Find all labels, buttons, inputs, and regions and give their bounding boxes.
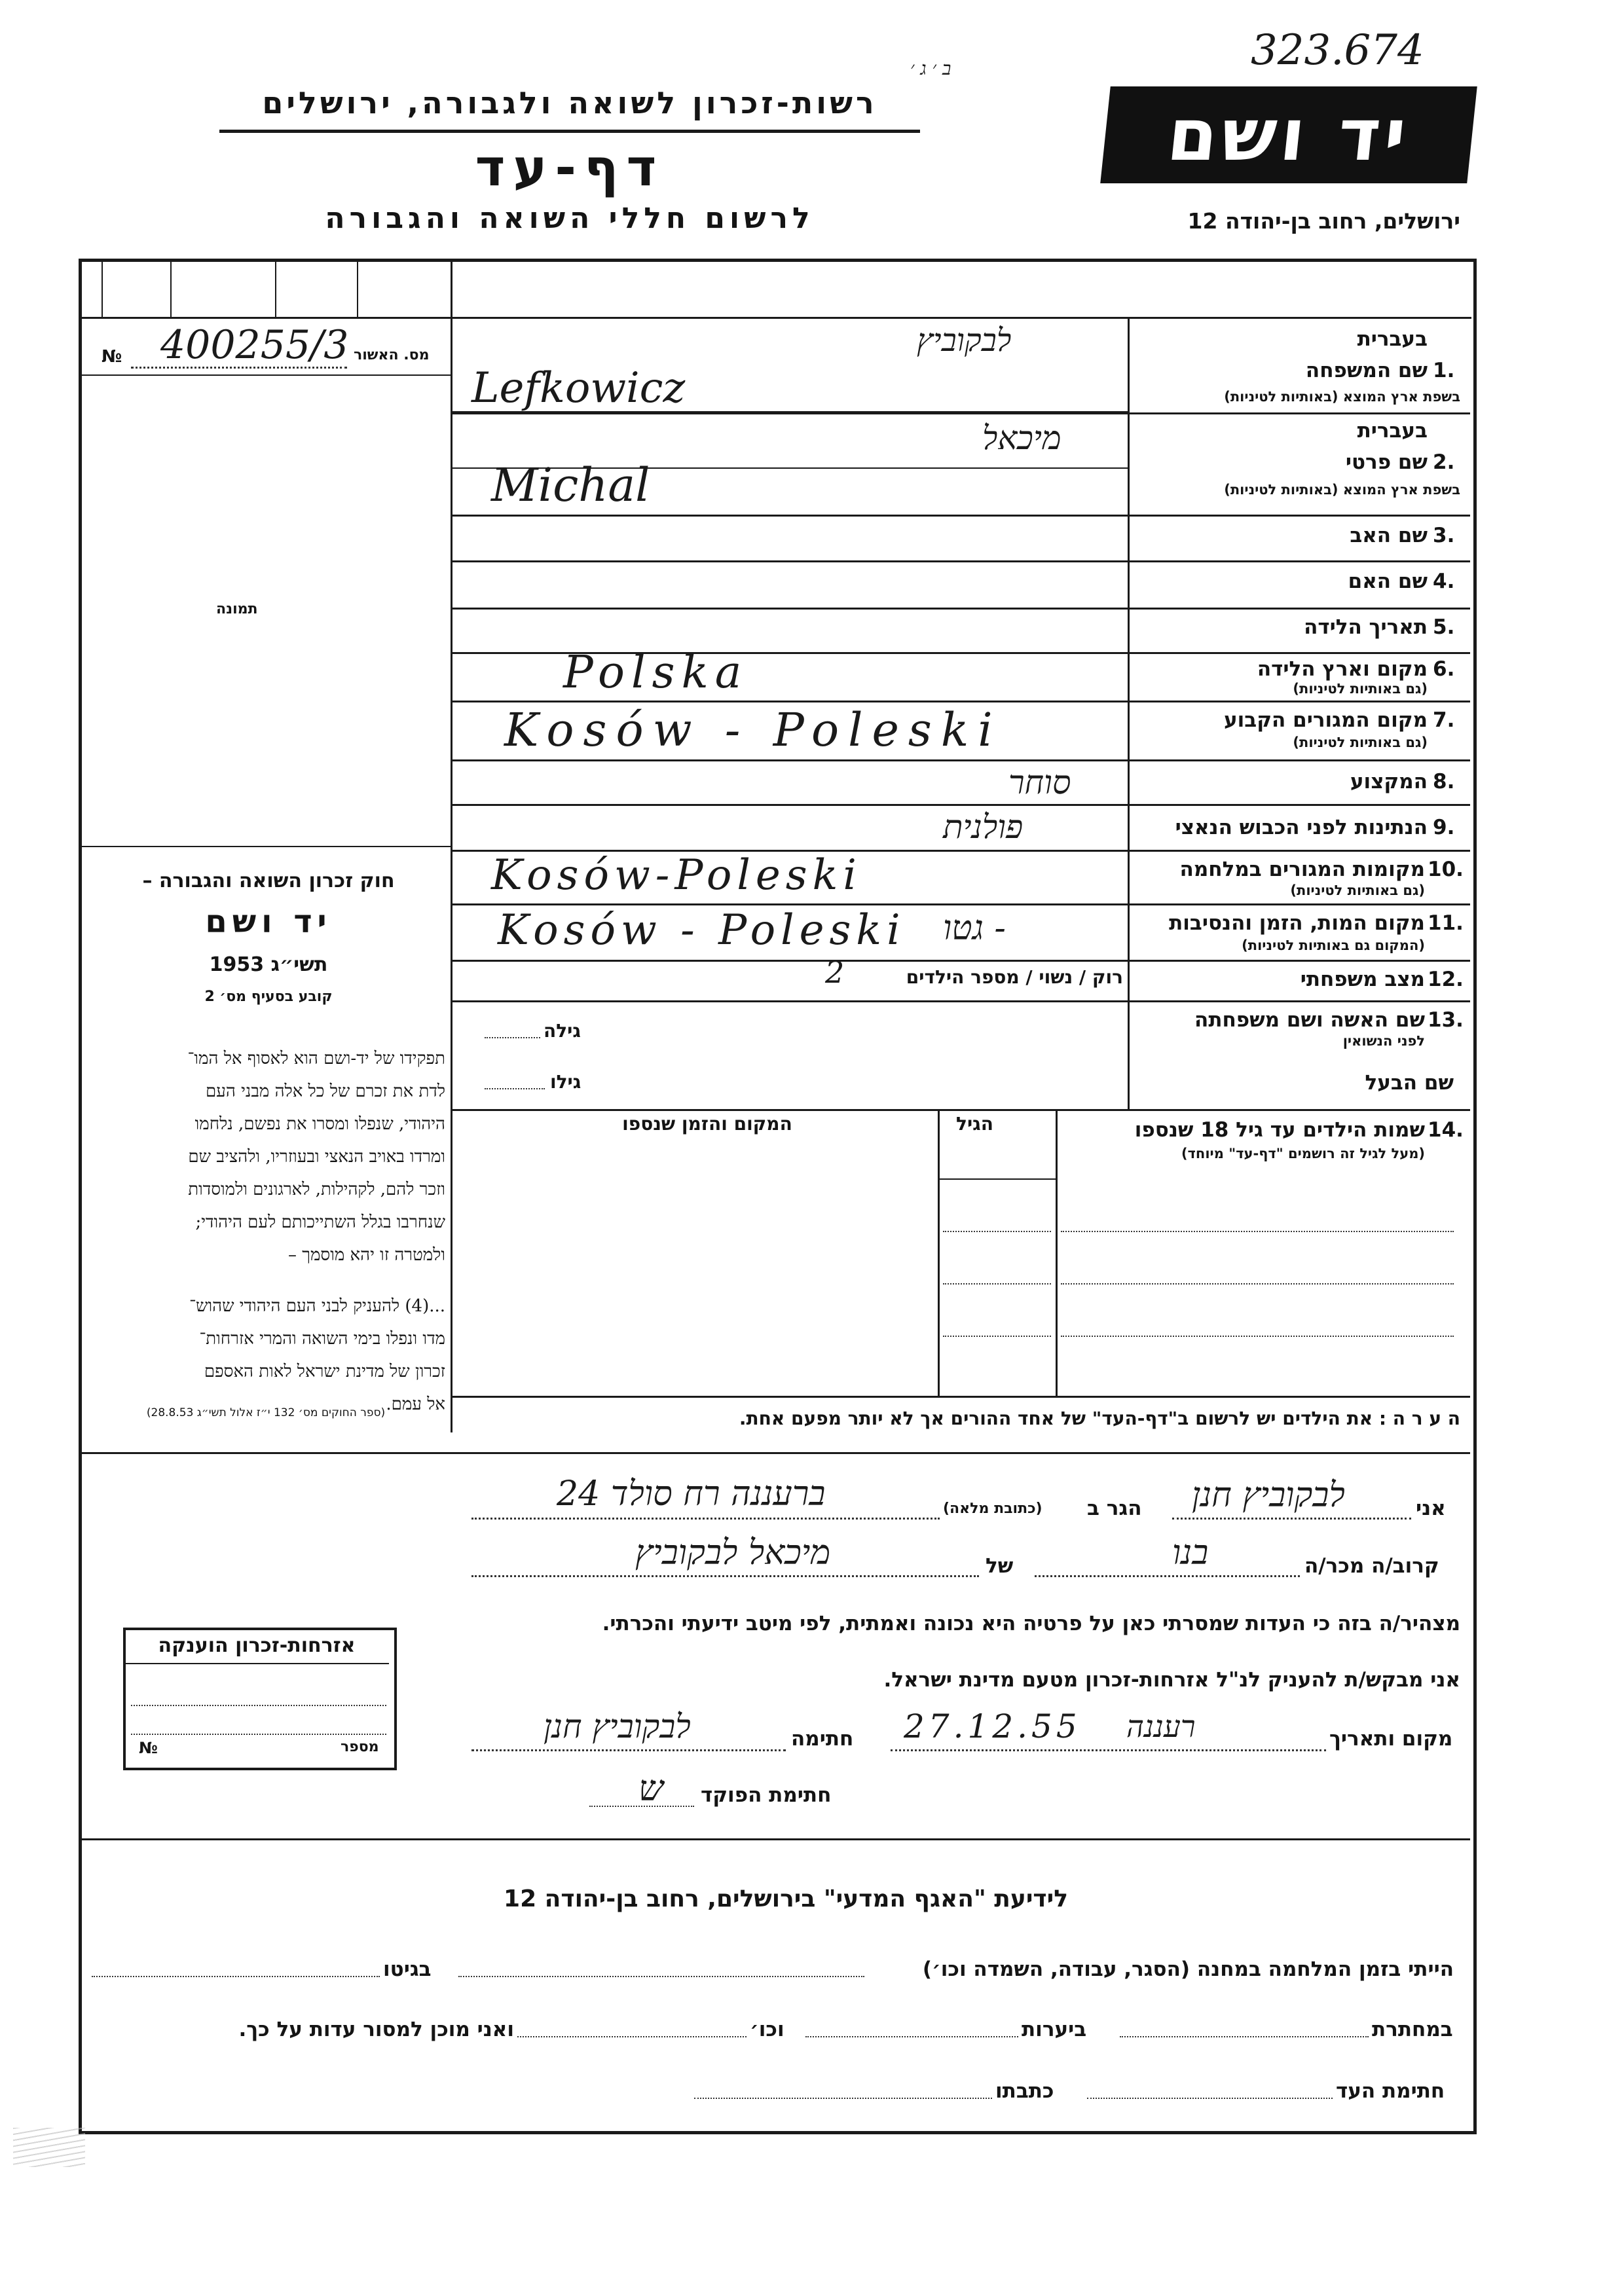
declarant-line: [1172, 1518, 1411, 1520]
law-name: יד ושם: [205, 903, 332, 940]
field-12-children-count: 2: [825, 955, 845, 990]
field-5-number: 5.: [1433, 615, 1455, 639]
header-strip-divider-3: [275, 261, 276, 317]
field-6-number: 6.: [1433, 657, 1455, 681]
field-10-sub: (גם באותיות לטיניות): [1290, 883, 1425, 898]
remark-bottom: [82, 1452, 1470, 1454]
footer-line3-b: כתבתו: [995, 2079, 1054, 2103]
row-sep-8: [451, 804, 1470, 806]
citizenship-number-label: מספר: [341, 1739, 379, 1755]
address-line: [471, 1518, 940, 1520]
deceased-name: מיכאל לבקוביץ: [635, 1533, 831, 1573]
header-strip-divider-1: [101, 261, 103, 317]
header-strip-divider-2: [170, 261, 172, 317]
field-11-hebrew-value: - גטו: [943, 909, 1006, 948]
field-2-hebrew-value: מיכאל: [982, 419, 1061, 457]
field-6-label: מקום וארץ הלידה: [1257, 657, 1428, 681]
logo-text: יד ושם: [1163, 93, 1414, 177]
approval-label: מס. האשור: [354, 347, 430, 363]
field-7-number: 7.: [1433, 708, 1455, 732]
org-underline: [219, 130, 920, 133]
deceased-line: [471, 1575, 979, 1577]
footer-line1-a: הייתי בזמן המלחמה במחנה (הסגר, עבודה, השמדה וכו׳): [922, 1958, 1454, 1981]
field-11-label: מקום המות, הזמן והנסיבות: [1169, 911, 1425, 935]
scan-streak: [13, 2128, 85, 2167]
decl-line2-mid: של: [986, 1554, 1014, 1578]
field-1-number: 1.: [1433, 359, 1455, 382]
field-13-label: שם האשה ושם משפחתה: [1194, 1008, 1425, 1032]
label-col-divider: [1128, 317, 1130, 1109]
field-14-label: שמות הילדים עד גיל 18 שנספו: [1134, 1118, 1425, 1142]
citizenship-title: אזרחות-זכרון הוענקה: [158, 1634, 356, 1657]
footer-line1-dots-a: [458, 1976, 864, 1977]
law-text-line: ולמטרה זו יהא מוסמך –: [287, 1245, 445, 1265]
field-13-sub: לפני הנשואין: [1342, 1033, 1425, 1049]
field-14-sub: (מעל לגיל זה רושמים "דף-עד" מיוחד): [1181, 1146, 1425, 1161]
children-row-3b: [943, 1336, 1051, 1337]
officer-mark: ש: [638, 1768, 664, 1809]
footer-top: [82, 1838, 1470, 1840]
approval-number: 400255/3: [160, 322, 349, 368]
law-text: [88, 1042, 445, 1421]
row-sep-4: [451, 608, 1470, 610]
field-2-label: שם פרטי: [1345, 450, 1428, 474]
header-strip-divider-4: [357, 261, 358, 317]
field-2-latin-value: Michal: [491, 458, 650, 512]
husband-age-line: [485, 1088, 545, 1089]
footer-line3-dots-b: [694, 2098, 992, 2099]
officer-label: חתימת הפוקד: [701, 1783, 832, 1807]
field-10-label: מקומות המגורים במלחמה: [1179, 858, 1425, 881]
footer-line2-dots-a: [1120, 2036, 1369, 2037]
children-col-place-time: המקום והזמן שנספו: [622, 1113, 792, 1135]
field-8-value: סוחר: [1008, 763, 1071, 801]
husband-label: שם הבעל: [1365, 1071, 1454, 1095]
field-3-label: שם האב: [1350, 524, 1428, 547]
declarant-address: ברעננה רח סולד 24: [557, 1474, 826, 1514]
field-5-label: תאריך הלידה: [1304, 615, 1428, 639]
row-sep-3: [451, 560, 1470, 562]
field-11-value: Kosów - Poleski: [498, 906, 906, 955]
remark-top: [451, 1396, 1470, 1398]
place-value: רעננה: [1126, 1709, 1196, 1744]
approval-number-line: [131, 367, 347, 369]
children-row-2b: [943, 1283, 1051, 1285]
field-14-number: 14.: [1428, 1118, 1464, 1142]
declarant-name: לבקוביץ חנן: [1192, 1476, 1345, 1515]
field-11-number: 11.: [1428, 911, 1464, 935]
place-date-line: [891, 1749, 1326, 1751]
field-7-label: מקום המגורים הקבוע: [1224, 708, 1428, 732]
signature-line: [471, 1749, 786, 1751]
law-year: תשי״ג 1953: [209, 953, 328, 976]
law-text-line: ומרדו באויב הנאצי ובעוזריו, ולהציב שם: [188, 1147, 445, 1167]
footer-title: לידיעת "האגף המדעי" בירושלים, רחוב בן-יהודה 12: [504, 1886, 1068, 1912]
form-title: דף-עד: [475, 139, 665, 198]
remark-text: ה ע ר ה : את הילדים יש לרשום ב"דף-העד" של אחד ההורים אך לא יותר מפעם אחת.: [739, 1408, 1460, 1429]
footer-line3-dots-a: [1087, 2098, 1333, 2099]
citizenship-no-mark: №: [139, 1739, 158, 1757]
field-1-label: שם המשפחה: [1305, 359, 1428, 382]
decl-statement: מצהיר/ה בזה כי העדות שמסרתי כאן על פרטיה היא נכונה ואמתית, לפי מיטב ידיעתי והכרתי.: [602, 1612, 1460, 1635]
children-col-age: הגיל: [956, 1113, 993, 1135]
footer-line2-d: ואני מוכן למסור עדות על כך.: [238, 2018, 514, 2041]
field-2-hebrew-tag: בעברית: [1357, 419, 1428, 443]
yad-vashem-logo: [1100, 86, 1477, 183]
approval-row-bottom: [82, 374, 451, 376]
field-6-value: Polska: [563, 647, 748, 699]
photo-box-bottom: [82, 846, 451, 847]
archive-number: 323.674: [1251, 26, 1424, 75]
decl-request: אני מבקש/ת להעניק לנ"ל אזרחות-זכרון מטעם מדינת ישראל.: [883, 1668, 1460, 1692]
law-section: קובע בסעיף מס׳ 2: [204, 989, 333, 1005]
officer-line: [589, 1806, 694, 1807]
field-4-number: 4.: [1433, 570, 1455, 593]
field-8-number: 8.: [1433, 770, 1455, 793]
header-strip-bottom: [82, 317, 1471, 319]
children-header-bottom: [938, 1178, 1058, 1180]
children-row-1b: [943, 1231, 1051, 1232]
citizenship-line-2: [131, 1734, 386, 1735]
field-1-sub: בשפת ארץ המוצא (באותיות לטיניות): [1224, 389, 1460, 405]
row-sep-10: [451, 903, 1470, 905]
field-10-value: Kosów-Poleski: [491, 851, 862, 900]
decl-line1-prefix: אני: [1416, 1497, 1446, 1520]
law-text-line: וזכר להם, לקהילות, לארגונים ולמוסדות: [188, 1180, 445, 1199]
corner-marks: ב ׳ ג ׳: [910, 58, 951, 79]
row-sep-7: [451, 759, 1470, 761]
field-1-hebrew-value: לבקוביץ: [917, 322, 1012, 359]
children-row-2a: [1061, 1283, 1454, 1285]
citizenship-line-1: [131, 1705, 386, 1706]
row-sep-13: [451, 1109, 1470, 1111]
field-13-age-label: גילה: [544, 1020, 581, 1042]
row-sep-12: [451, 1000, 1470, 1002]
footer-line2-b: ביערות: [1022, 2018, 1087, 2041]
date-value: 27.12.55: [904, 1707, 1081, 1745]
law-text-line: אל עמם.: [386, 1394, 445, 1414]
relation: בנו: [1172, 1533, 1209, 1573]
law-text-line: תפקידו של יד-ושם הוא לאסוף אל המו־: [187, 1049, 445, 1068]
field-2-number: 2.: [1433, 450, 1455, 474]
signature-value: לבקוביץ חנן: [544, 1707, 691, 1745]
field-6-sub: (גם באותיות לטיניות): [1293, 681, 1428, 697]
footer-line1-dots-b: [92, 1976, 380, 1977]
field-1-latin-value: Lefkowicz: [471, 364, 686, 412]
field-12-number: 12.: [1428, 968, 1464, 991]
form-subtitle: לרשום חללי השואה והגבורה: [325, 202, 815, 235]
field-12-label: מצב משפחתי: [1300, 968, 1425, 991]
field-9-number: 9.: [1433, 816, 1455, 839]
field-13-age-line: [485, 1037, 540, 1038]
children-row-3a: [1061, 1336, 1454, 1337]
footer-line2-dots-b: [805, 2036, 1018, 2037]
row-sep-11: [451, 960, 1470, 962]
husband-age-label: גילו: [550, 1071, 581, 1093]
row-sep-2b: [451, 515, 1470, 517]
law-text-line: שנחרבו בגלל השתייכותם לעם היהודי;: [195, 1212, 445, 1232]
law-text-line: לדת את זכרם של כל אלה מבני העם: [205, 1082, 445, 1101]
field-4-label: שם האם: [1348, 570, 1428, 593]
signature-label: חתימה: [791, 1727, 854, 1751]
citizenship-title-line: [126, 1663, 389, 1664]
field-13-number: 13.: [1428, 1008, 1464, 1032]
row-sep-6: [451, 701, 1470, 702]
row-sep-1b: [451, 412, 1470, 414]
field-11-sub: (המקום גם באותיות לטיניות): [1242, 938, 1425, 953]
footer-line2-c: וכו׳: [750, 2018, 784, 2041]
approval-no-mark: №: [101, 347, 122, 367]
law-text-line: היהודי, שנפלו ומסרו את נפשם, נלחמו: [194, 1114, 445, 1134]
field-10-number: 10.: [1428, 858, 1464, 881]
decl-addr-label: (כתובת מלאה): [943, 1501, 1043, 1517]
relation-line: [1035, 1575, 1300, 1577]
org-line: רשות-זכרון לשואה ולגבורה, ירושלים: [262, 85, 877, 120]
field-12-options: רוק / נשוי / מספר הילדים: [906, 966, 1123, 988]
law-text-line: ...(4) להעניק לבני העם היהודי שהוש־: [189, 1296, 445, 1316]
footer-line2-dots-c: [517, 2036, 747, 2037]
footer-line3-a: חתימת העד: [1336, 2079, 1445, 2103]
field-3-number: 3.: [1433, 524, 1455, 547]
footer-line1-b: בגיטו: [383, 1958, 432, 1981]
place-date-label: מקום ותאריך: [1329, 1727, 1453, 1751]
law-title: חוק זכרון השואה והגבורה –: [142, 869, 395, 892]
children-row-1a: [1061, 1231, 1454, 1232]
field-7-sub: (גם באותיות לטיניות): [1293, 735, 1428, 750]
left-col-divider: [451, 261, 452, 1432]
field-7-value: Kosów - Poleski: [504, 703, 1002, 757]
field-8-label: המקצוע: [1350, 770, 1428, 793]
decl-line2-prefix: קרוב/ה מכר/ה: [1304, 1554, 1439, 1578]
law-text-line: זכרון של מדינת ישראל לאות האספם: [204, 1362, 445, 1381]
law-text-line: מדו ונפלו בימי השואה והמרי אזרחות־: [199, 1329, 445, 1349]
field-2-sub: בשפת ארץ המוצא (באותיות לטיניות): [1224, 482, 1460, 498]
field-9-value: פולנית: [943, 808, 1024, 846]
footer-line2-a: במחתרת: [1372, 2018, 1453, 2041]
field-1-hebrew-tag: בעברית: [1357, 327, 1428, 351]
law-source: (ספר החוקים מס׳ 132 י״ז אלול תשי״ג 28.8.53): [146, 1406, 386, 1419]
photo-label: תמונה: [216, 601, 258, 617]
children-divider-2: [938, 1109, 940, 1397]
decl-line1-mid: הגר ב: [1087, 1497, 1142, 1520]
field-9-label: הנתינות לפני הכבוש הנאצי: [1175, 816, 1428, 839]
yad-vashem-address: ירושלים, רחוב בן-יהודה 12: [1187, 208, 1460, 234]
children-divider-1: [1056, 1109, 1058, 1397]
